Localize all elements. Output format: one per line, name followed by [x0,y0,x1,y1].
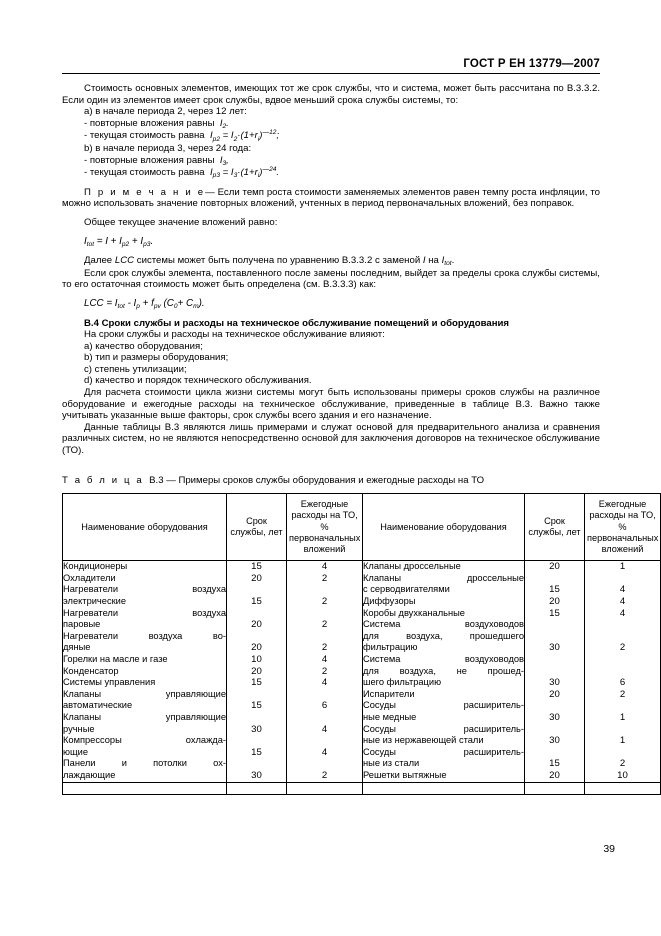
section-heading-b4: В.4 Сроки службы и расходы на техническое обслуживание помещений и оборудования [84,317,510,329]
lcc-abbrev: LCC [114,255,135,267]
col-header-life-right: Срок службы, лет [525,494,585,561]
cell-annual-cost: 6 [585,677,661,689]
paragraph-factors-intro: На сроки службы и расходы на техническое обслуживание влияют: [84,329,385,341]
cell-equipment-name: шего фильтрацию [363,677,525,689]
cell-equipment-name: Конденсатор [63,666,227,678]
formula-i3: $I_3$, [217,154,229,167]
cell-annual-cost [287,631,363,643]
paragraph-table-disclaimer: Данные таблицы В.3 являются лишь примерами и служат основой для предварительного анализа и сравнения различных систем, но не являются непосредственно основой для заключения договоров на техническое обслуживание (ТО). [62,421,600,457]
cell-service-life: 20 [525,770,585,782]
list-item-present-value-3 [62,167,600,180]
table-row [63,666,661,678]
cell-service-life: 20 [525,689,585,701]
cell-equipment-name: лаждающие [63,770,227,782]
cell-equipment-name: для воздуха, прошедшего [363,630,524,641]
present-value-3-text: - текущая стоимость равна [84,167,205,179]
cell-service-life [227,735,287,747]
cell-annual-cost: 1 [585,735,661,747]
cell-equipment-name: Сосуды расширитель- [363,723,524,734]
table-header-row [63,494,661,561]
cell-service-life: 10 [227,654,287,666]
cell-service-life [227,712,287,724]
cell-equipment-name: Клапаны управляющие [63,688,226,699]
table-row [63,573,661,585]
table-header [63,494,661,561]
cell-equipment-name: Кондиционеры [63,561,227,573]
cell-service-life: 20 [227,573,287,585]
cell-service-life: 30 [227,724,287,736]
cell-service-life: 20 [227,666,287,678]
document-standard-header: ГОСТ Р ЕН 13779—2007 [62,58,600,74]
paragraph-main-elements-cost: Стоимость основных элементов, имеющих тот же срок службы, что и система, может быть рассчитана по В.3.3.2. Если один из элементов имеет срок службы, вдвое меньший срока службы системы, то: [62,83,600,106]
cell-equipment-name: для воздуха, не прошед- [363,665,524,676]
cell-service-life: 20 [227,619,287,631]
cell-service-life [227,584,287,596]
cell-annual-cost [585,700,661,712]
cell-annual-cost: 4 [287,677,363,689]
cell-annual-cost [585,747,661,759]
cell-service-life: 15 [525,584,585,596]
table-caption-text: В.3 — Примеры сроков службы оборудования и ежегодные расходы на ТО [149,474,485,486]
list-item-repeat-investment-3 [62,155,600,168]
table-row [63,700,661,712]
cell-service-life [227,689,287,701]
symbol-i: I [422,255,426,267]
page-number: 39 [603,843,615,855]
table-row [63,642,661,654]
table-row [63,689,661,701]
table-row [63,596,661,608]
cell-annual-cost [287,608,363,620]
repeat-investment-2-text: - повторные вложения равны [84,117,215,129]
cell-equipment-name: автоматические [63,700,227,712]
cell-annual-cost [585,573,661,585]
lcc-ref-mid: системы может быть получена по уравнению В.3.3.2 с заменой [136,255,421,267]
cell-equipment-name: Коробы двухканальные [363,608,525,620]
cell-annual-cost: 6 [287,700,363,712]
factor-item-d: d) качество и порядок технического обслуживания. [84,375,312,387]
cell-padding [227,782,287,795]
cell-service-life [525,631,585,643]
cell-service-life [525,573,585,585]
cell-annual-cost: 2 [585,758,661,770]
cell-annual-cost: 2 [585,642,661,654]
col-header-life-left: Срок службы, лет [227,494,287,561]
table-row [63,654,661,666]
cell-annual-cost: 2 [287,596,363,608]
cell-annual-cost [287,735,363,747]
cell-equipment-name: с серводвигателями [363,584,525,596]
cell-equipment-name: Диффузоры [363,596,525,608]
cell-equipment-name: Нагреватели воздуха во- [63,630,226,641]
cell-padding [63,782,227,795]
list-item-period-3: b) в начале периода 3, через 24 года: [84,142,252,154]
cell-annual-cost: 2 [287,573,363,585]
factor-item-b: b) тип и размеры оборудования; [84,352,229,364]
paragraph-note [62,187,600,210]
cell-service-life [525,747,585,759]
factor-item-c: c) степень утилизации; [84,363,187,375]
cell-annual-cost: 1 [585,712,661,724]
cell-equipment-name: Горелки на масле и газе [63,654,227,666]
cell-equipment-name: Клапаны управляющие [63,711,226,722]
cell-annual-cost: 1 [585,561,661,573]
cell-service-life: 15 [227,700,287,712]
table-row [63,770,661,782]
cell-service-life: 20 [525,596,585,608]
cell-annual-cost: 4 [585,596,661,608]
cell-service-life: 30 [525,712,585,724]
cell-annual-cost: 2 [585,689,661,701]
cell-annual-cost [585,631,661,643]
cell-service-life [227,631,287,643]
formula-ip3: $I_{p3} = I_3\cdot(1+r_i)^{—24}$. [207,166,280,180]
table-row [63,747,661,759]
cell-equipment-name: паровые [63,619,227,631]
cell-service-life [525,700,585,712]
cell-service-life: 30 [227,770,287,782]
table-row-padding [63,782,661,795]
formula-ip2: $I_{p2} = I_2\cdot(1+r_i)^{—12}$; [207,129,280,143]
cell-annual-cost [287,758,363,770]
equipment-lifetime-table [62,493,661,795]
cell-service-life: 30 [525,677,585,689]
table-caption-label: Т а б л и ц а [62,474,144,486]
cell-annual-cost: 2 [287,642,363,654]
cell-annual-cost [287,712,363,724]
col-header-cost-left: Ежегодные расходы на ТО, % первоначальных вложений [287,494,363,561]
list-item-period-2: a) в начале периода 2, через 12 лет: [84,106,247,118]
cell-annual-cost [585,724,661,736]
cell-equipment-name: электрические [63,596,227,608]
table-body [63,561,661,795]
cell-equipment-name: Сосуды расширитель- [363,746,524,757]
cell-annual-cost: 2 [287,619,363,631]
cell-annual-cost: 4 [287,654,363,666]
lcc-ref-na: на [428,255,439,267]
cell-annual-cost: 4 [287,747,363,759]
cell-service-life: 15 [227,747,287,759]
table-row [63,735,661,747]
cell-service-life: 15 [227,561,287,573]
table-row [63,712,661,724]
table-row [63,584,661,596]
cell-service-life [227,608,287,620]
cell-equipment-name: ные из стали [363,758,525,770]
cell-service-life: 15 [227,677,287,689]
symbol-itot: $I_{tot}$ [441,255,452,268]
cell-equipment-name: ные из нержавеющей стали [363,735,525,747]
cell-service-life: 20 [227,642,287,654]
cell-equipment-name: Система воздуховодов [363,619,524,630]
cell-padding [287,782,363,795]
cell-equipment-name: дяные [63,642,227,654]
cell-equipment-name: Компрессоры охлажда- [63,735,226,746]
col-header-name-left: Наименование оборудования [63,494,227,561]
cell-service-life: 20 [525,561,585,573]
table-row [63,561,661,573]
cell-service-life: 30 [525,735,585,747]
table-caption [62,475,600,487]
cell-annual-cost: 2 [287,666,363,678]
cell-padding [525,782,585,795]
table-row [63,619,661,631]
cell-equipment-name: Испарители [363,689,525,701]
cell-service-life: 15 [227,596,287,608]
formula-lcc: LCC = $I_{tot} - I_p + f_{pv}$ $(C_0+ C_m)$. [84,297,205,311]
table-row [63,608,661,620]
list-item-repeat-investment-2 [62,118,600,131]
cell-padding [363,782,525,795]
cell-service-life: 15 [525,608,585,620]
page-content [62,58,659,795]
repeat-investment-3-text: - повторные вложения равны [84,154,215,166]
cell-annual-cost [287,689,363,701]
list-item-present-value-2 [62,130,600,143]
paragraph-lcc-reference: Далее LCC системы может быть получена по уравнению В.3.3.2 с заменой I на $I_{tot}$. [84,255,455,268]
col-header-name-right: Наименование оборудования [363,494,525,561]
cell-annual-cost [585,666,661,678]
cell-annual-cost: 4 [585,608,661,620]
paragraph-total-investment: Общее текущее значение вложений равно: [84,216,278,228]
cell-annual-cost: 4 [585,584,661,596]
cell-padding [585,782,661,795]
cell-annual-cost: 2 [287,770,363,782]
lcc-ref-pre: Далее [84,255,113,267]
cell-equipment-name: Нагреватели воздуха [63,584,226,595]
cell-equipment-name: Решетки вытяжные [363,770,525,782]
table-row [63,724,661,736]
paragraph-residual-cost: Если срок службы элемента, поставленного после замены последним, выйдет за пределы срока службы системы, то его остаточная стоимость может быть определена (см. В.3.3.3) как: [62,267,600,291]
cell-service-life [525,724,585,736]
cell-equipment-name: ручные [63,724,227,736]
cell-annual-cost: 4 [287,561,363,573]
table-row [63,677,661,689]
cell-annual-cost: 4 [287,724,363,736]
cell-equipment-name: Системы управления [63,677,227,689]
cell-annual-cost [585,654,661,666]
cell-equipment-name: Система воздуховодов [363,653,524,664]
cell-service-life [525,666,585,678]
cell-equipment-name: Панели и потолки ох- [63,758,226,769]
cell-service-life [525,619,585,631]
formula-i2: $I_2$. [217,117,229,130]
note-label: П р и м е ч а н и е [84,186,206,198]
cell-equipment-name: Клапаны дроссельные [363,572,524,583]
cell-annual-cost: 10 [585,770,661,782]
cell-service-life: 15 [525,758,585,770]
cell-equipment-name: ющие [63,747,227,759]
col-header-cost-right: Ежегодные расходы на ТО, % первоначальных вложений [585,494,661,561]
note-text: — Если темп роста стоимости заменяемых элементов равен темпу роста инфляции, то можно использовать значение повторных вложений, учтенных в период первоначальных вложений, без поправок. [62,186,600,210]
cell-equipment-name: Сосуды расширитель- [363,700,524,711]
cell-equipment-name: ные медные [363,712,525,724]
cell-service-life [525,654,585,666]
cell-annual-cost [287,584,363,596]
factor-item-a: a) качество оборудования; [84,340,203,352]
cell-annual-cost [585,619,661,631]
table-row [63,631,661,643]
cell-equipment-name: Нагреватели воздуха [63,607,226,618]
cell-equipment-name: Клапаны дроссельные [363,561,525,573]
cell-service-life [227,758,287,770]
paragraph-lifecycle-calc: Для расчета стоимости цикла жизни системы могут быть использованы примеры сроков службы на различное оборудование и ежегодные расходы на техническое обслуживание, приведенные в таблице В.3. Важно также учитывать указанные выше факторы, срок службы всего здания и его назначение. [62,387,600,422]
formula-itot: $I_{tot} = I + I_{p2} + I_{p3}$. [84,235,154,248]
table-row [63,758,661,770]
cell-service-life: 30 [525,642,585,654]
present-value-2-text: - текущая стоимость равна [84,130,205,142]
cell-equipment-name: фильтрацию [363,642,525,654]
cell-equipment-name: Охладители [63,573,227,585]
